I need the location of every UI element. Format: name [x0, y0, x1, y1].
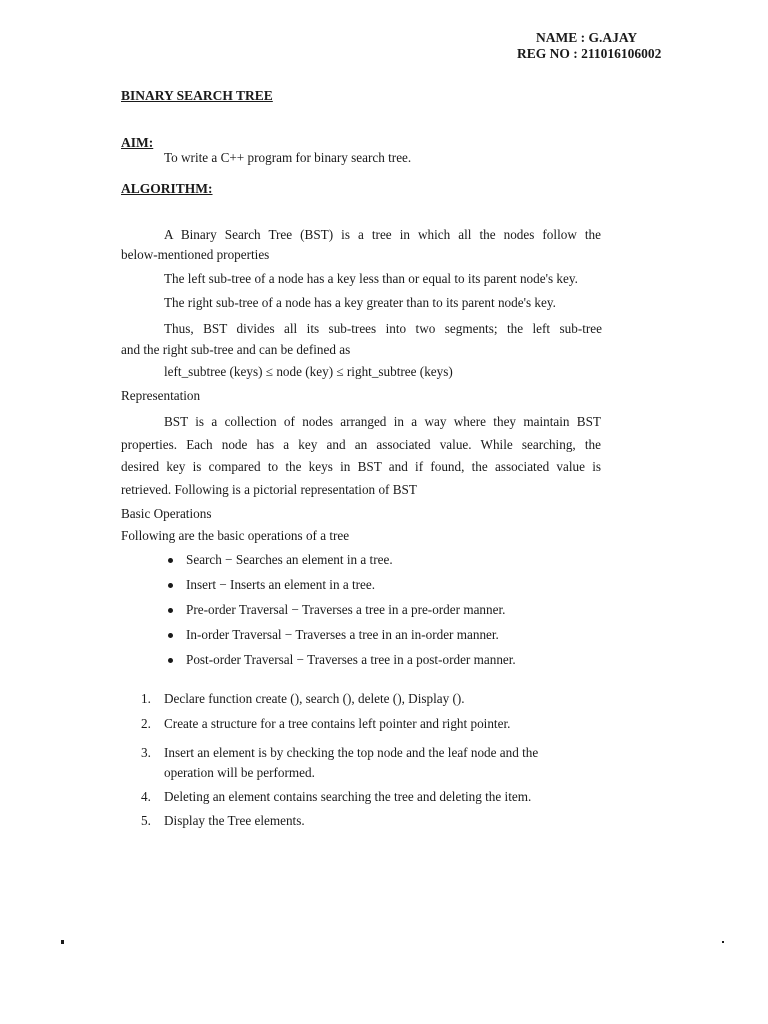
aim-text: To write a C++ program for binary search tree.	[164, 150, 412, 165]
registration-number: REG NO : 211016106002	[517, 46, 662, 61]
basic-operations-intro: Following are the basic operations of a tree	[121, 528, 350, 543]
step-number: 1.	[141, 691, 151, 706]
step-text: Display the Tree elements.	[164, 813, 305, 828]
step-text: Insert an element is by checking the top node and the leaf node and the	[164, 745, 539, 760]
intro-line-2: below-mentioned properties	[121, 247, 270, 262]
student-name: NAME : G.AJAY	[536, 30, 638, 45]
list-item: Post-order Traversal − Traverses a tree in a post-order manner.	[186, 652, 516, 667]
page-title: BINARY SEARCH TREE	[121, 88, 273, 103]
bullet-icon	[168, 558, 173, 563]
step-number: 4.	[141, 789, 151, 804]
list-item: Search − Searches an element in a tree.	[186, 552, 393, 567]
basic-operations-heading: Basic Operations	[121, 506, 212, 521]
bullet-icon	[168, 633, 173, 638]
bst-formula: left_subtree (keys) ≤ node (key) ≤ right_subtree (keys)	[164, 364, 453, 379]
representation-line-2: properties. Each node has a key and an associated value. While searching, the	[121, 437, 601, 452]
aim-heading: AIM:	[121, 135, 154, 150]
step-number: 2.	[141, 716, 151, 731]
scan-mark-left	[61, 940, 64, 944]
list-item: Pre-order Traversal − Traverses a tree in a pre-order manner.	[186, 602, 506, 617]
representation-line-3: desired key is compared to the keys in BST and if found, the associated value is	[121, 459, 601, 474]
step-number: 5.	[141, 813, 151, 828]
step-number: 3.	[141, 745, 151, 760]
list-item: In-order Traversal − Traverses a tree in an in-order manner.	[186, 627, 499, 642]
property-right-subtree: The right sub-tree of a node has a key greater than to its parent node's key.	[164, 295, 556, 310]
bullet-icon	[168, 658, 173, 663]
thus-line-1: Thus, BST divides all its sub-trees into two segments; the left sub-tree	[164, 321, 602, 336]
bullet-icon	[168, 608, 173, 613]
step-text: Create a structure for a tree contains left pointer and right pointer.	[164, 716, 511, 731]
step-text: Deleting an element contains searching the tree and deleting the item.	[164, 789, 532, 804]
list-item: Insert − Inserts an element in a tree.	[186, 577, 376, 592]
step-text: Declare function create (), search (), delete (), Display ().	[164, 691, 465, 706]
bullet-icon	[168, 583, 173, 588]
representation-line-1: BST is a collection of nodes arranged in a way where they maintain BST	[164, 414, 601, 429]
thus-line-2: and the right sub-tree and can be defined as	[121, 342, 351, 357]
representation-heading: Representation	[121, 388, 201, 403]
algorithm-heading: ALGORITHM:	[121, 181, 213, 196]
intro-line-1: A Binary Search Tree (BST) is a tree in which all the nodes follow the	[164, 227, 601, 242]
property-left-subtree: The left sub-tree of a node has a key less than or equal to its parent node's key.	[164, 271, 578, 286]
representation-line-4: retrieved. Following is a pictorial representation of BST	[121, 482, 417, 497]
scan-mark-right	[722, 941, 724, 943]
step-text-continued: operation will be performed.	[164, 765, 315, 780]
